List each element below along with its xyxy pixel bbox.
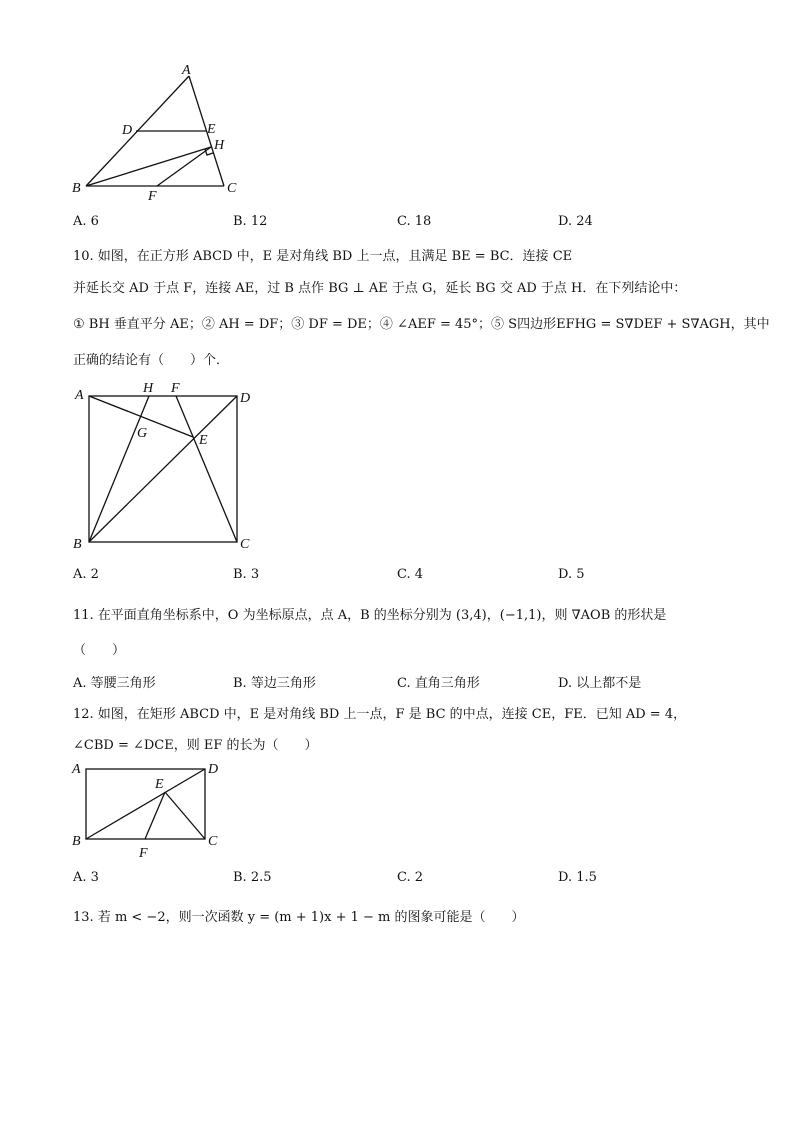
q12-option-a[interactable]: A. 3 [73,870,99,885]
q11-text-line1: 11. 在平面直角坐标系中，O 为坐标原点，点 A，B 的坐标分别为 (3,4)，(−1,1)，则 ∇AOB 的形状是 [73,608,667,623]
q10-seg-bh [89,396,149,542]
q9-option-c[interactable]: C. 18 [397,214,432,229]
q12-label-d: D [208,762,219,777]
q9-label-f: F [148,189,157,204]
q9-option-d[interactable]: D. 24 [558,214,593,229]
q12-text-line1: 12. 如图，在矩形 ABCD 中，E 是对角线 BD 上一点，F 是 BC 的中点，连接 CE，FE．已知 AD = 4， [73,707,687,722]
q10-text-line4: 正确的结论有（ ）个． [73,353,230,368]
q10-option-d[interactable]: D. 5 [558,567,585,582]
q12-label-b: B [72,834,81,849]
q10-label-c: C [240,537,250,552]
q12-option-d[interactable]: D. 1.5 [558,870,597,885]
q10-label-a: A [75,388,84,403]
q9-label-b: B [72,181,81,196]
q11-text-line2: （ ） [73,643,126,658]
q12-seg-bd [86,769,205,839]
q10-option-a[interactable]: A. 2 [73,567,99,582]
q12-label-f: F [139,846,148,861]
q10-label-g: G [137,426,148,441]
q9-label-d: D [122,123,133,138]
q9-label-e: E [207,122,216,137]
q12-option-c[interactable]: C. 2 [397,870,424,885]
q10-label-d: D [240,391,251,406]
q11-option-c[interactable]: C. 直角三角形 [397,676,480,691]
q9-label-h: H [214,138,225,153]
q10-seg-bd [89,396,237,542]
q10-label-e: E [199,433,208,448]
q12-label-a: A [72,762,81,777]
q9-label-c: C [227,181,237,196]
q10-text-line2: 并延长交 AD 于点 F，连接 AE，过 B 点作 BG ⊥ AE 于点 G，延长 BG 交 AD 于点 H．在下列结论中： [73,281,687,296]
q12-text-line2: ∠CBD = ∠DCE，则 EF 的长为（ ） [73,738,318,753]
q10-label-f: F [171,381,180,396]
q10-seg-cf [176,396,237,542]
q10-option-c[interactable]: C. 4 [397,567,424,582]
q10-figure [66,374,266,554]
q12-seg-ce [165,792,205,839]
q12-figure [66,756,236,862]
q9-label-a: A [182,63,191,78]
q12-label-c: C [208,834,218,849]
q10-label-h: H [143,381,154,396]
q11-option-a[interactable]: A. 等腰三角形 [73,676,156,691]
q10-text-line1: 10. 如图，在正方形 ABCD 中，E 是对角线 BD 上一点，且满足 BE = BC．连接 CE [73,249,573,264]
q10-text-line3: ① BH 垂直平分 AE；② AH = DF；③ DF = DE；④ ∠AEF = 45°；⑤ S四边形EFHG = S∇DEF + S∇AGH，其中 [73,317,770,332]
q11-option-b[interactable]: B. 等边三角形 [233,676,316,691]
q11-option-d[interactable]: D. 以上都不是 [558,676,642,691]
q10-option-b[interactable]: B. 3 [233,567,260,582]
q10-label-b: B [73,537,82,552]
q12-label-e: E [155,777,164,792]
q9-option-b[interactable]: B. 12 [233,214,268,229]
q12-option-b[interactable]: B. 2.5 [233,870,272,885]
q9-seg-fh [157,147,211,186]
q9-figure [60,56,260,206]
q13-text-line1: 13. 若 m < −2，则一次函数 y = (m + 1)x + 1 − m 的图象可能是（ ） [73,910,525,925]
q9-option-a[interactable]: A. 6 [73,214,99,229]
